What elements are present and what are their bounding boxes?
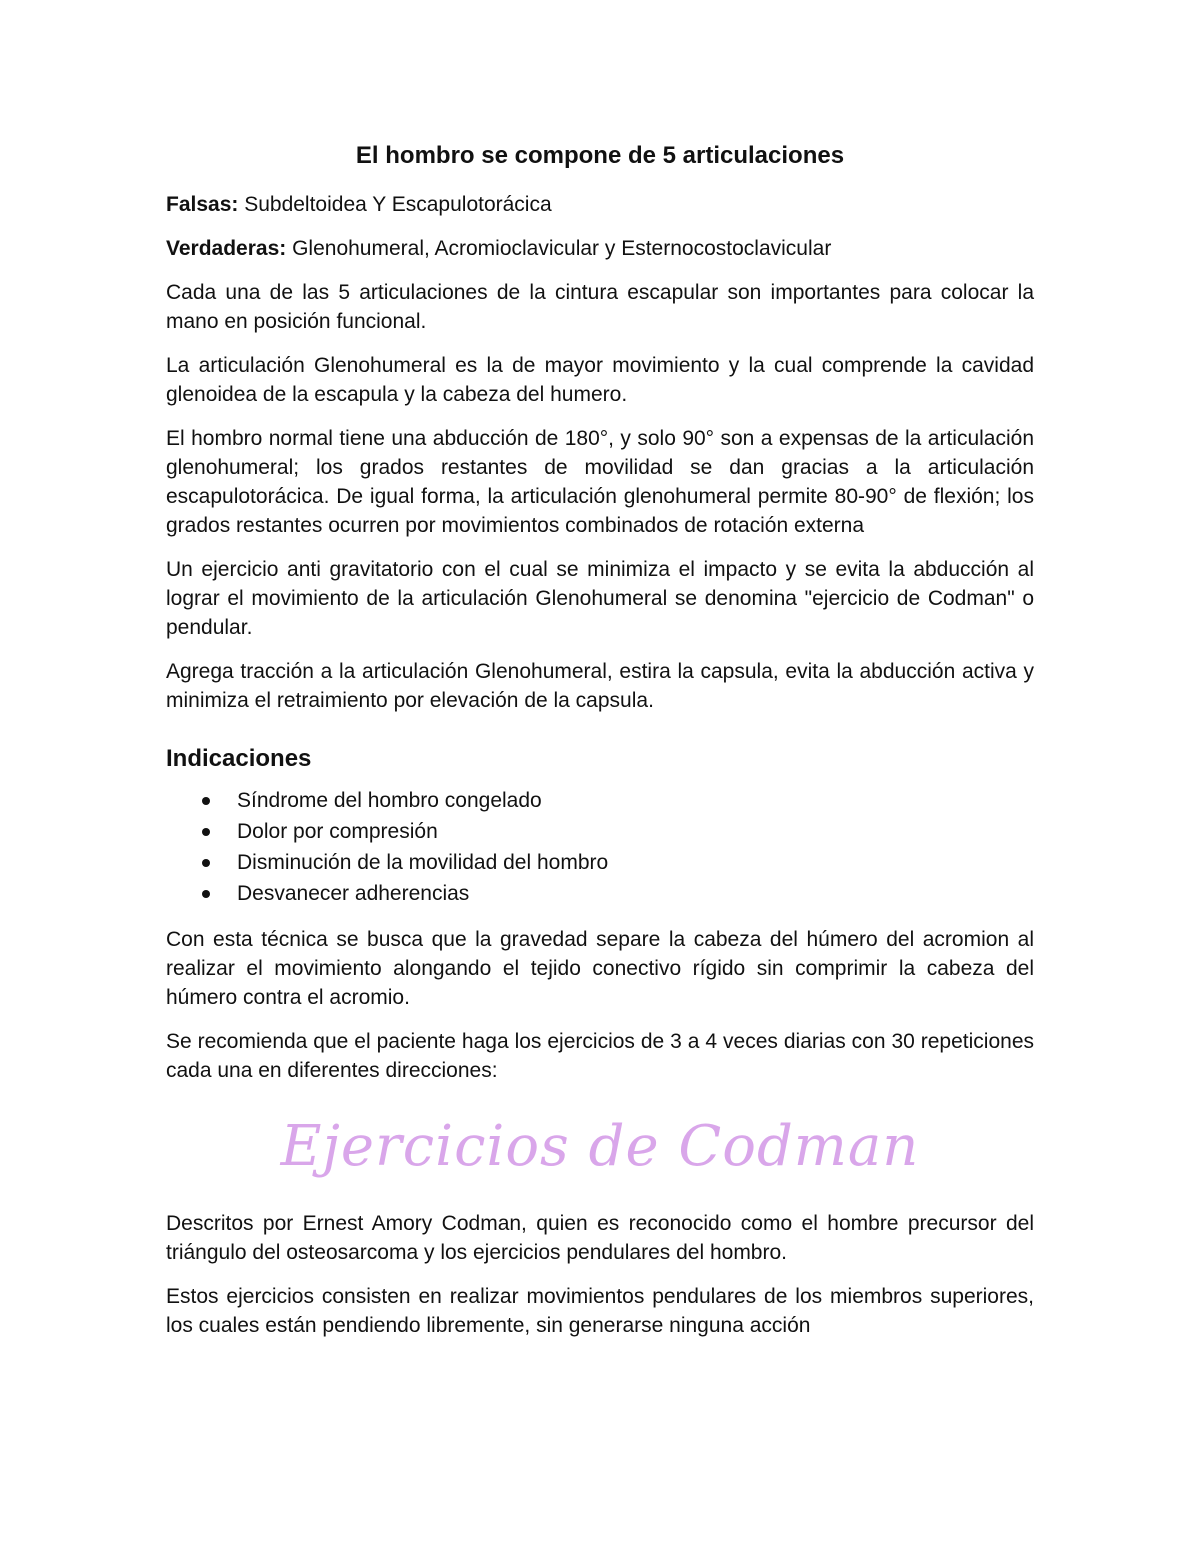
falsas-text: Subdeltoidea Y Escapulotorácica [238, 193, 552, 216]
bullet-icon [202, 797, 210, 805]
paragraph: La articulación Glenohumeral es la de mayor movimiento y la cual comprende la cavidad glenoidea de la escapula y la cabeza del humero. [166, 354, 1034, 406]
indicaciones-list [166, 785, 1034, 909]
paragraph: Cada una de las 5 articulaciones de la cintura escapular son importantes para colocar la mano en posición funcional. [166, 281, 1034, 333]
paragraph: Con esta técnica se busca que la gravedad separe la cabeza del húmero del acromion al realizar el movimiento alongando el tejido conectivo rígido sin comprimir la cabeza del húmero contra el acromio. [166, 928, 1034, 1009]
list-item [166, 816, 1034, 847]
list-item [166, 847, 1034, 878]
falsas-line [166, 190, 1034, 219]
indicaciones-heading: Indicaciones [166, 745, 312, 772]
list-item-text: Dolor por compresión [237, 820, 438, 843]
decorative-title: Ejercicios de Codman [280, 1114, 920, 1179]
bullet-icon [202, 859, 210, 867]
list-item [166, 878, 1034, 909]
verdaderas-label: Verdaderas: [166, 237, 287, 260]
list-item-text: Desvanecer adherencias [237, 882, 470, 905]
verdaderas-text: Glenohumeral, Acromioclavicular y Esternocostoclavicular [286, 237, 832, 260]
bullet-icon [202, 890, 210, 898]
document-title: El hombro se compone de 5 articulaciones [355, 142, 845, 169]
bullet-icon [202, 828, 210, 836]
paragraph: Descritos por Ernest Amory Codman, quien es reconocido como el hombre precursor del triángulo del osteosarcoma y los ejercicios pendulares del hombro. [166, 1212, 1034, 1264]
paragraph: Agrega tracción a la articulación Glenohumeral, estira la capsula, evita la abducción activa y minimiza el retraimiento por elevación de la capsula. [166, 660, 1034, 712]
paragraph: Un ejercicio anti gravitatorio con el cual se minimiza el impacto y se evita la abducción al lograr el movimiento de la articulación Glenohumeral se denomina "ejercicio de Codman" o pendular. [166, 558, 1034, 639]
falsas-label: Falsas: [166, 193, 239, 216]
paragraph: Se recomienda que el paciente haga los ejercicios de 3 a 4 veces diarias con 30 repeticiones cada una en diferentes direcciones: [166, 1030, 1034, 1082]
verdaderas-line [166, 234, 1034, 263]
list-item-text: Síndrome del hombro congelado [237, 789, 542, 812]
document-page [166, 138, 1034, 1355]
paragraph: Estos ejercicios consisten en realizar movimientos pendulares de los miembros superiores, los cuales están pendiendo libremente, sin generarse ninguna acción [166, 1285, 1034, 1337]
list-item [166, 785, 1034, 816]
paragraph: El hombro normal tiene una abducción de 180°, y solo 90° son a expensas de la articulación glenohumeral; los grados restantes de movilidad se dan gracias a la articulación escapulotorácica. De igual forma, la articulación glenohumeral permite 80-90° de flexión; los grados restantes ocurren por movimientos combinados de rotación externa [166, 427, 1034, 537]
list-item-text: Disminución de la movilidad del hombro [237, 851, 609, 874]
